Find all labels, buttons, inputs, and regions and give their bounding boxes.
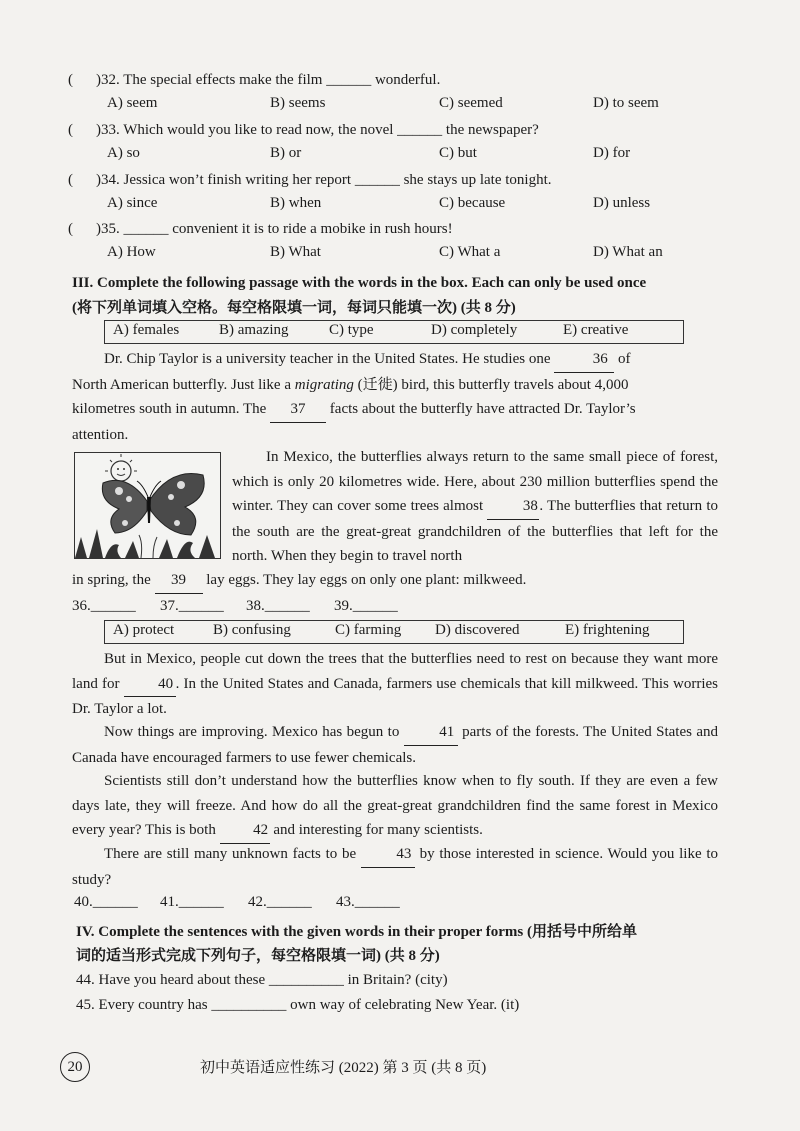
answer-paren: (: [68, 72, 73, 88]
word-option: D) completely: [431, 322, 518, 338]
section-4-subheading: 词的适当形式完成下列句子，每空格限填一词) (共 8 分): [76, 948, 440, 964]
passage-text: facts about the butterfly have attracted Dr. Taylor’s: [329, 401, 636, 417]
option-a: A) seem: [107, 95, 158, 111]
word-box-2: [104, 620, 684, 644]
answer-paren: (: [68, 172, 73, 188]
answer-blank-41[interactable]: 41.______: [160, 894, 224, 910]
answer-blank-38[interactable]: 38.______: [246, 598, 310, 614]
option-d: D) to seem: [593, 95, 659, 111]
answer-line-36-39: [72, 598, 472, 618]
answer-blank-36[interactable]: 36.______: [72, 598, 136, 614]
question-32: [68, 70, 728, 90]
word-option: A) protect: [113, 622, 175, 638]
blank-41: 41: [404, 720, 458, 746]
question-44: 44. Have you heard about these __________ in Britain? (city): [76, 972, 448, 988]
answer-blank-37[interactable]: 37.______: [160, 598, 224, 614]
passage-text: and interesting for many scientists.: [273, 822, 483, 838]
passage-text: in spring, the: [72, 572, 151, 588]
passage-paragraph-4: [72, 720, 718, 770]
passage-text: Now things are improving. Mexico has begun to: [104, 724, 400, 740]
section-4-heading: IV. Complete the sentences with the given words in their proper forms (用括号中所给单: [76, 924, 637, 940]
option-b: B) or: [270, 145, 302, 161]
option-d: D) unless: [593, 195, 651, 211]
passage-text: of: [618, 351, 631, 367]
passage-paragraph-5: [72, 769, 718, 844]
blank-42: 42: [220, 818, 270, 844]
passage-text: (迁徙) bird, this butterfly travels about 4,000: [353, 376, 629, 393]
passage-paragraph-6: [72, 842, 718, 892]
word-option: E) frightening: [565, 622, 650, 638]
passage-text: by those interested in science. Would you like to study?: [72, 846, 719, 888]
answer-blank-42[interactable]: 42.______: [248, 894, 312, 910]
passage-text: But in Mexico, people cut down the trees that the butterflies need to rest on because they want more land for: [72, 651, 718, 692]
option-a: A) since: [107, 195, 158, 211]
passage-text: kilometres south in autumn. The: [72, 401, 267, 417]
butterfly-illustration: [74, 452, 221, 559]
answer-blank-39[interactable]: 39.______: [334, 598, 398, 614]
section-3-heading: III. Complete the following passage with the words in the box. Each can only be used once: [72, 275, 647, 291]
option-c: C) because: [439, 195, 506, 211]
question-34: [68, 170, 728, 190]
question-text: )35. ______ convenient it is to ride a mobike in rush hours!: [96, 221, 453, 237]
blank-43: 43: [361, 842, 415, 868]
question-35: [68, 219, 728, 239]
question-33: [68, 120, 728, 140]
page-number-badge: 20: [60, 1052, 90, 1082]
passage-text: . In the United States and Canada, farmers use chemicals that kill milkweed. This worries Dr. Taylor a lot.: [72, 675, 718, 717]
question-35-options: [107, 244, 727, 264]
answer-blank-40[interactable]: 40.______: [74, 894, 138, 910]
passage-text: Scientists still don’t understand how the butterflies know when to fly south. If they are even a few days late, they will freeze. And how do all the great-great grandchildren find the same forest in Mexico every year? This is both: [72, 773, 718, 838]
option-c: C) but: [439, 145, 477, 161]
blank-36: 36: [554, 347, 614, 373]
option-a: A) How: [107, 244, 156, 260]
option-c: C) What a: [439, 244, 501, 260]
passage-paragraph-1: [72, 347, 718, 447]
word-option: B) confusing: [213, 622, 291, 638]
passage-text: North American butterfly. Just like a: [72, 376, 295, 393]
question-text: )33. Which would you like to read now, the novel ______ the newspaper?: [96, 122, 539, 138]
option-d: D) for: [593, 145, 631, 161]
word-option: C) farming: [335, 622, 402, 638]
word-option: C) type: [329, 322, 374, 338]
passage-text: lay eggs. They lay eggs on only one plant: milkweed.: [206, 572, 527, 588]
answer-blank-43[interactable]: 43.______: [336, 894, 400, 910]
word-box-1: [104, 320, 684, 344]
passage-text: parts of the forests. The United States and Canada have encouraged farmers to use fewer chemicals.: [72, 724, 719, 766]
answer-paren: (: [68, 122, 73, 138]
option-c: C) seemed: [439, 95, 503, 111]
question-34-options: [107, 195, 727, 215]
passage-text: There are still many unknown facts to be: [104, 846, 357, 862]
section-3-subheading: (将下列单词填入空格。每空格限填一词，每词只能填一次) (共 8 分): [72, 300, 516, 316]
passage-paragraph-3: [72, 647, 718, 722]
passage-text: attention.: [72, 426, 129, 443]
option-b: B) What: [270, 244, 321, 260]
word-option: D) discovered: [435, 622, 520, 638]
question-33-options: [107, 145, 727, 165]
question-text: )32. The special effects make the film ______ wonderful.: [96, 72, 441, 88]
question-45: 45. Every country has __________ own way of celebrating New Year. (it): [76, 997, 520, 1013]
blank-39: 39: [155, 568, 203, 594]
italic-word: migrating: [294, 376, 354, 393]
footer-text: 初中英语适应性练习 (2022) 第 3 页 (共 8 页): [200, 1060, 487, 1076]
answer-line-40-43: [74, 894, 474, 914]
option-b: B) seems: [270, 95, 326, 111]
passage-text: . The butterflies that return to the south are the great-great grandchildren of the butterflies that left for the north. When they begin to travel north: [232, 498, 719, 564]
blank-38: 38: [487, 494, 539, 520]
passage-text: Dr. Chip Taylor is a university teacher in the United States. He studies one: [104, 351, 551, 367]
passage-paragraph-2: [232, 445, 718, 569]
blank-40: 40: [124, 672, 176, 698]
question-32-options: [107, 95, 727, 115]
passage-paragraph-2-end: [72, 568, 718, 594]
word-option: A) females: [113, 322, 180, 338]
answer-paren: (: [68, 221, 73, 237]
option-a: A) so: [107, 145, 140, 161]
blank-37: 37: [270, 397, 326, 423]
option-d: D) What an: [593, 244, 663, 260]
option-b: B) when: [270, 195, 322, 211]
word-option: E) creative: [563, 322, 629, 338]
word-option: B) amazing: [219, 322, 289, 338]
passage-text: In Mexico, the butterflies always return to the same small piece of forest, which is only 20 kilometres wide. Here, about 230 million butterflies spend the winter. They can cover some trees almost: [232, 449, 718, 514]
butterfly-icon: [75, 453, 220, 558]
question-text: )34. Jessica won’t finish writing her report ______ she stays up late tonight.: [96, 172, 552, 188]
page-footer: [0, 1056, 800, 1086]
